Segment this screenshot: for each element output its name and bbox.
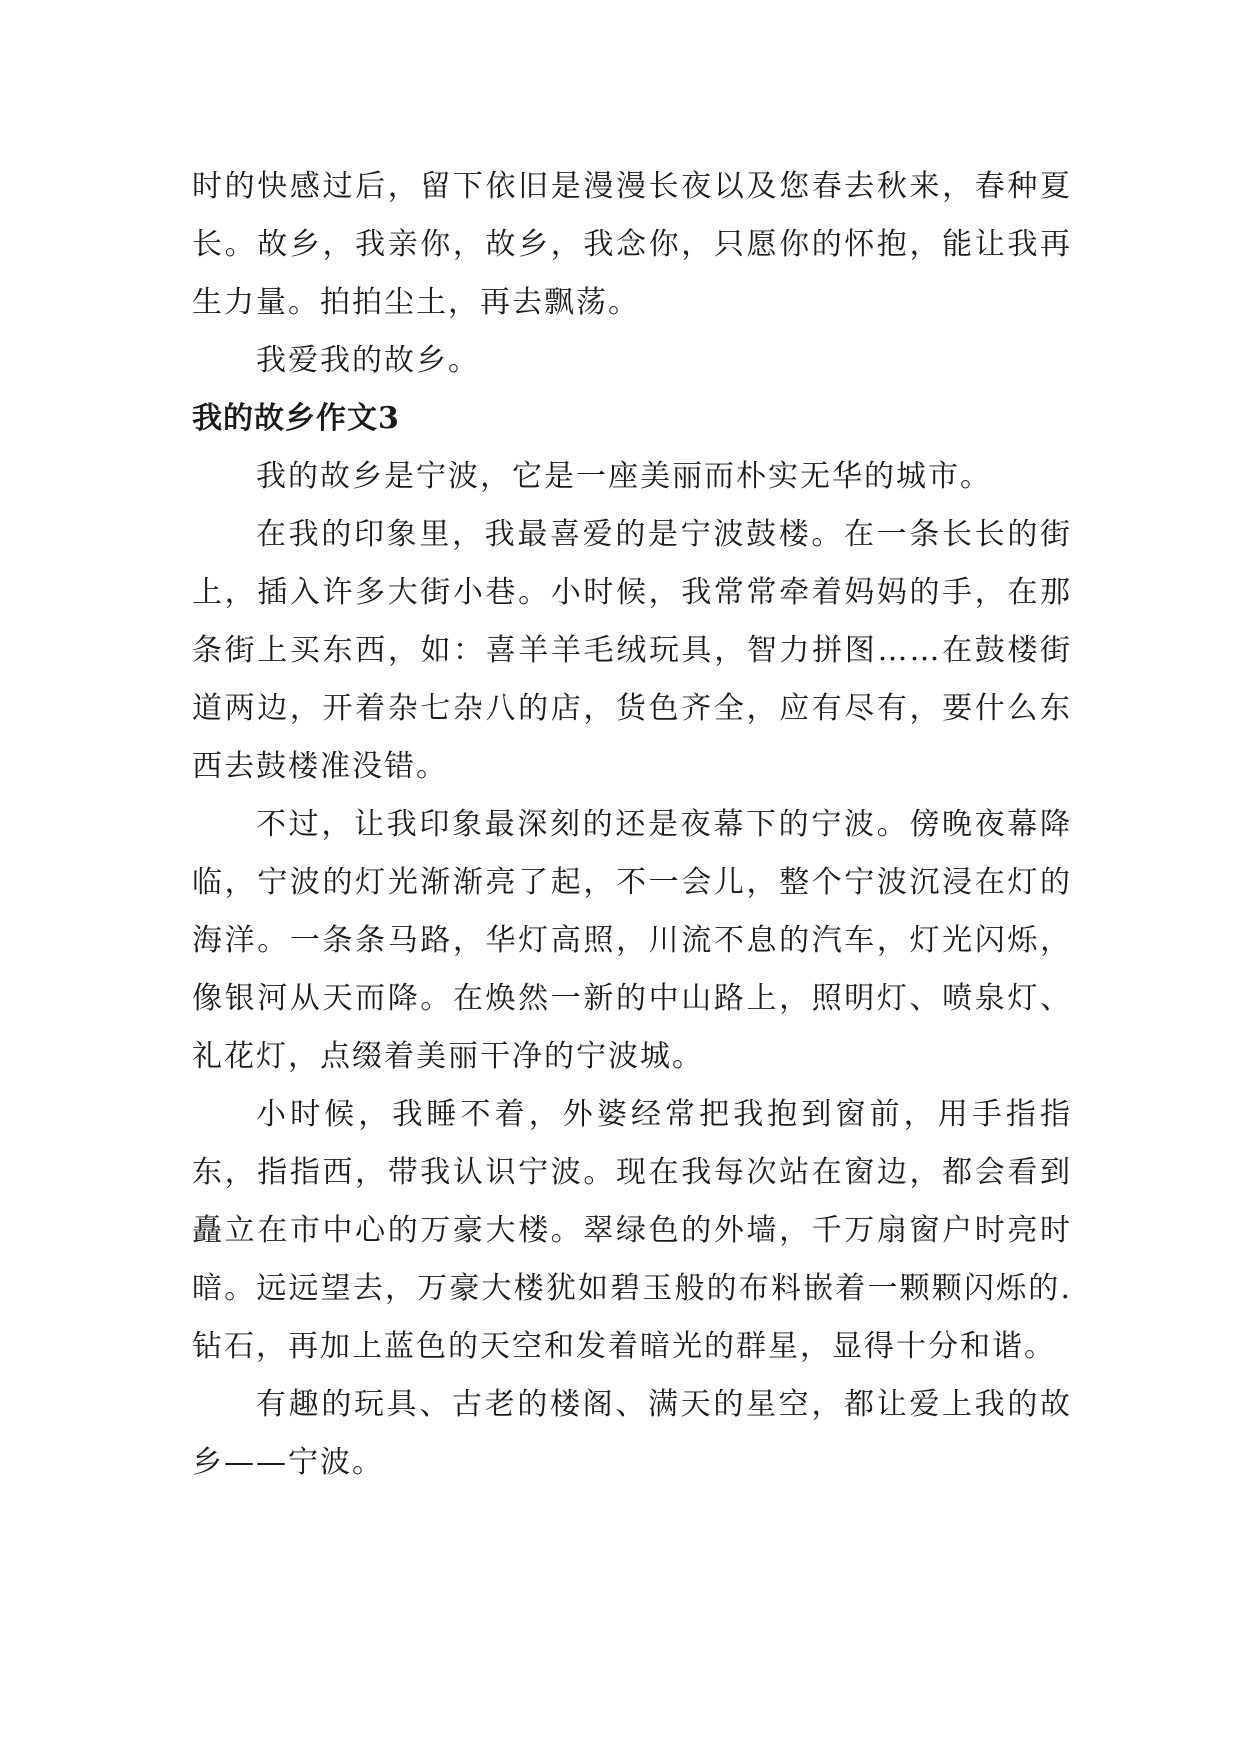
section-heading: 我的故乡作文3 [192,401,400,436]
paragraph: 我爱我的故乡。 [256,343,480,378]
paragraph: 时的快感过后，留下依旧是漫漫长夜以及您春去秋来，春种夏长。故乡，我亲你，故乡，我念你，只愿你的怀抱，能让我再生力量。拍拍尘土，再去飘荡。 [192,169,1072,320]
paragraph: 不过，让我印象最深刻的还是夜幕下的宁波。傍晚夜幕降临，宁波的灯光渐渐亮了起，不一会儿，整个宁波沉浸在灯的海洋。一条条马路，华灯高照，川流不息的汽车，灯光闪烁，像银河从天而降。在焕然一新的中山路上，照明灯、喷泉灯、礼花灯，点缀着美丽干净的宁波城。 [192,807,1072,1074]
text-column [192,158,1072,1492]
paragraph: 小时候，我睡不着，外婆经常把我抱到窗前，用手指指东，指指西，带我认识宁波。现在我每次站在窗边，都会看到矗立在市中心的万豪大楼。翠绿色的外墙，千万扇窗户时亮时暗。远远望去，万豪大楼犹如碧玉般的布料嵌着一颗颗闪烁的.钻石，再加上蓝色的天空和发着暗光的群星，显得十分和谐。 [192,1097,1072,1364]
paragraph: 有趣的玩具、古老的楼阁、满天的星空，都让爱上我的故乡——宁波。 [192,1387,1072,1480]
paragraph: 在我的印象里，我最喜爱的是宁波鼓楼。在一条长长的街上，插入许多大街小巷。小时候，我常常牵着妈妈的手，在那条街上买东西，如：喜羊羊毛绒玩具，智力拼图……在鼓楼街道两边，开着杂七杂八的店，货色齐全，应有尽有，要什么东西去鼓楼准没错。 [192,517,1072,784]
paragraph: 我的故乡是宁波，它是一座美丽而朴实无华的城市。 [256,459,992,494]
